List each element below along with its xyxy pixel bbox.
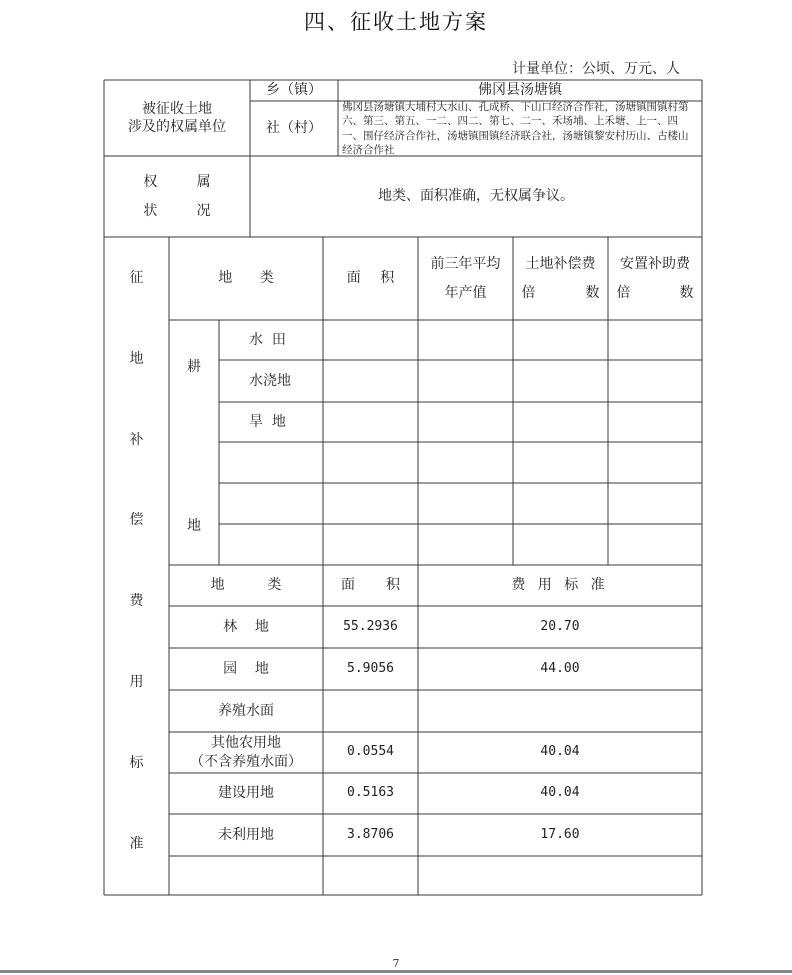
ownership-label: 权 属 状 况 (143, 174, 211, 219)
row-unused-standard: 17.60 (540, 826, 580, 842)
cultivated-row-paddy: 水 田 (249, 331, 286, 348)
row-forest-type: 林 地 (223, 618, 269, 635)
measurement-unit: 计量单位：公顷、万元、人 (512, 61, 680, 77)
page-title: 四、征收土地方案 (304, 10, 488, 34)
row-unused-area: 3.8706 (347, 826, 394, 842)
town-label: 乡（镇） (266, 82, 322, 99)
row-garden-area: 5.9056 (347, 660, 394, 676)
header-land-type: 地 类 (218, 270, 274, 287)
row-aquaculture-type: 养殖水面 (218, 702, 274, 719)
row-construction-standard: 40.04 (540, 785, 580, 801)
row-garden-type: 园 地 (223, 660, 269, 677)
cultivated-land-label: 耕 地 (187, 359, 201, 534)
row-unused-type: 未利用地 (218, 826, 274, 843)
row-other-agri-area: 0.0554 (347, 744, 394, 760)
header2-land-type: 地 类 (210, 577, 282, 594)
page-number: 7 (392, 957, 400, 970)
row-aquaculture-standard (418, 690, 702, 732)
town-value: 佛冈县汤塘镇 (478, 82, 562, 99)
compensation-side-label: 征 地 补 偿 费 用 标 准 (129, 270, 144, 852)
row-garden-standard: 44.00 (540, 660, 580, 676)
row-other-agri-type: 其他农用地 （不含养殖水面） (190, 734, 302, 770)
cultivated-row-irrigated: 水浇地 (249, 372, 291, 389)
row-aquaculture-area (323, 690, 418, 732)
header-land-compensation: 土地补偿费 倍 数 (521, 255, 600, 302)
header2-area: 面 积 (341, 577, 400, 594)
owner-label: 被征收土地 涉及的权属单位 (128, 100, 226, 135)
row-construction-type: 建设用地 (218, 785, 274, 802)
header-area: 面 积 (346, 270, 395, 287)
ownership-value: 地类、面积准确，无权属争议。 (378, 188, 574, 205)
row-forest-standard: 20.70 (540, 618, 580, 634)
header-avg-output: 前三年平均 年产值 (430, 255, 501, 302)
village-value: 佛冈县汤塘镇大埔村大水山、孔成桥、下山口经济合作社，汤塘镇围镇村第六、第三、第五、一二、四二、第七、二一、禾场埔、上禾塘、上一、四一、围仔经济合作社，汤塘镇围镇经济联合社，汤塘镇黎安村历山、古楼山经济合作社 (342, 101, 689, 156)
village-label: 社（村） (266, 120, 322, 137)
cultivated-row-dry: 旱 地 (249, 413, 286, 430)
header2-standard: 费 用 标 准 (511, 577, 609, 594)
header-resettlement: 安置补助费 倍 数 (616, 255, 694, 302)
page-bottom-border (0, 970, 792, 973)
row-other-agri-standard: 40.04 (540, 744, 580, 760)
row-construction-area: 0.5163 (347, 785, 394, 801)
row-forest-area: 55.2936 (343, 618, 398, 634)
